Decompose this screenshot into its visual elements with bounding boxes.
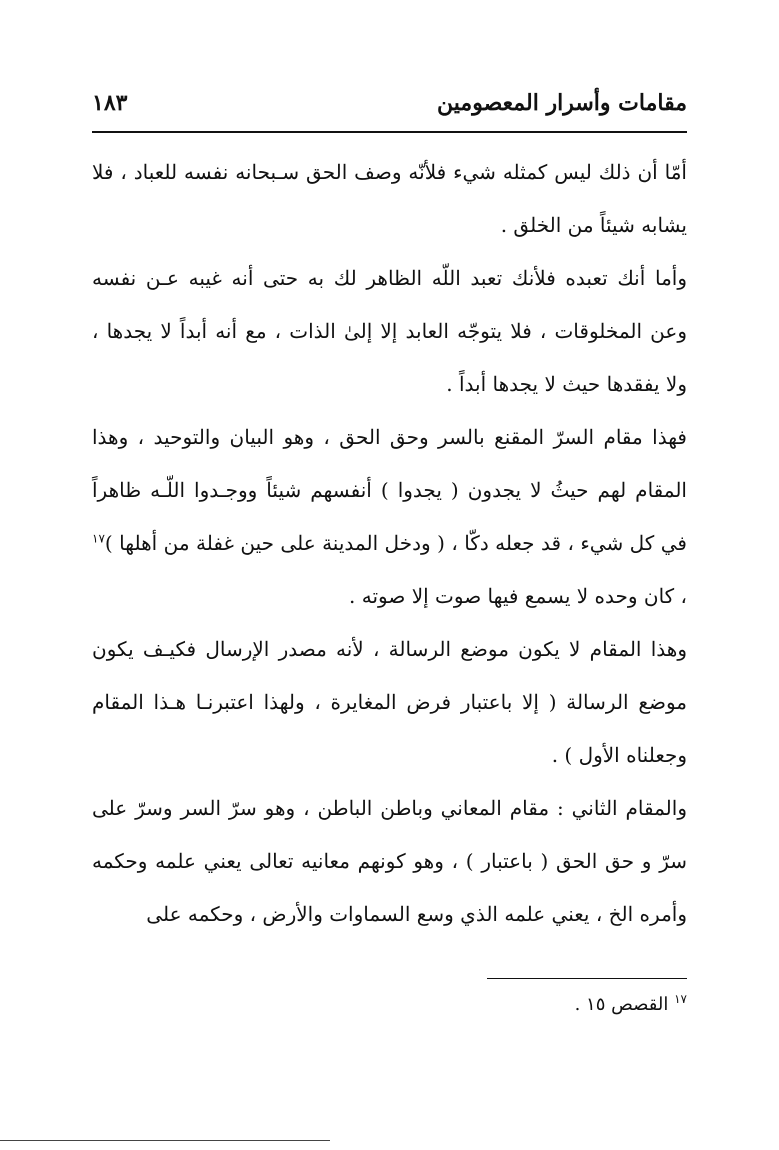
scan-edge-line [0,1140,330,1141]
body-text [92,146,687,941]
page-number: ١٨٣ [92,90,128,116]
footnote-rule [487,978,687,979]
paragraph-1: أمّا أن ذلك ليس كمثله شيء فلأنّه وصف الحق سـبحانه نفسه للعباد ، فلا يشابه شيئاً من الخلق . [92,160,687,237]
paragraph-3 [92,411,687,623]
paragraph-3-tail: ، كان وحده لا يسمع فيها صوت إلا صوته . [349,584,687,608]
paragraph-2: وأما أنك تعبده فلأنك تعبد اللّه الظاهر لك به حتى أنه غيبه عـن نفسه وعن المخلوقات ، فلا يتوجّه العابد إلا إلىٰ الذات ، مع أنه أبداً لا يجدها ، ولا يفقدها حيث لا يجدها أبداً . [92,266,687,396]
footnote-number: ١٧ [674,992,687,1006]
running-title: مقامات وأسرار المعصومين [437,90,687,116]
footnote [575,992,687,1015]
header-rule [92,131,687,133]
paragraph-4: وهذا المقام لا يكون موضع الرسالة ، لأنه مصدر الإرسال فكيـف يكون موضع الرسالة ( إلا باعتبار فرض المغايرة ، ولهذا اعتبرنـا هـذا المقام وجعلناه الأول ) . [92,637,687,767]
footnote-text: القصص ١٥ . [574,994,669,1015]
footnote-reference[interactable]: ١٧ [92,531,105,546]
page-header [92,90,687,130]
paragraph-5: والمقام الثاني : مقام المعاني وباطن الباطن ، وهو سرّ السر وسرّ على سرّ و حق الحق ( باعتبار ) ، وهو كونهم معانيه تعالى يعني علمه وحكمه وأمره الخ ، يعني علمه الذي وسع السماوات والأرض ، وحكمه على [92,796,687,926]
paragraph-3-text: فهذا مقام السرّ المقنع بالسر وحق الحق ، وهو البيان والتوحيد ، وهذا المقام لهم حيثُ لا يجدون ( يجدوا ) أنفسهم شيئاً ووجـدوا اللّـه ظاهراً في كل شيء ، قد جعله دكّا ، ( ودخل المدينة على حين غفلة من أهلها ) [92,425,687,555]
